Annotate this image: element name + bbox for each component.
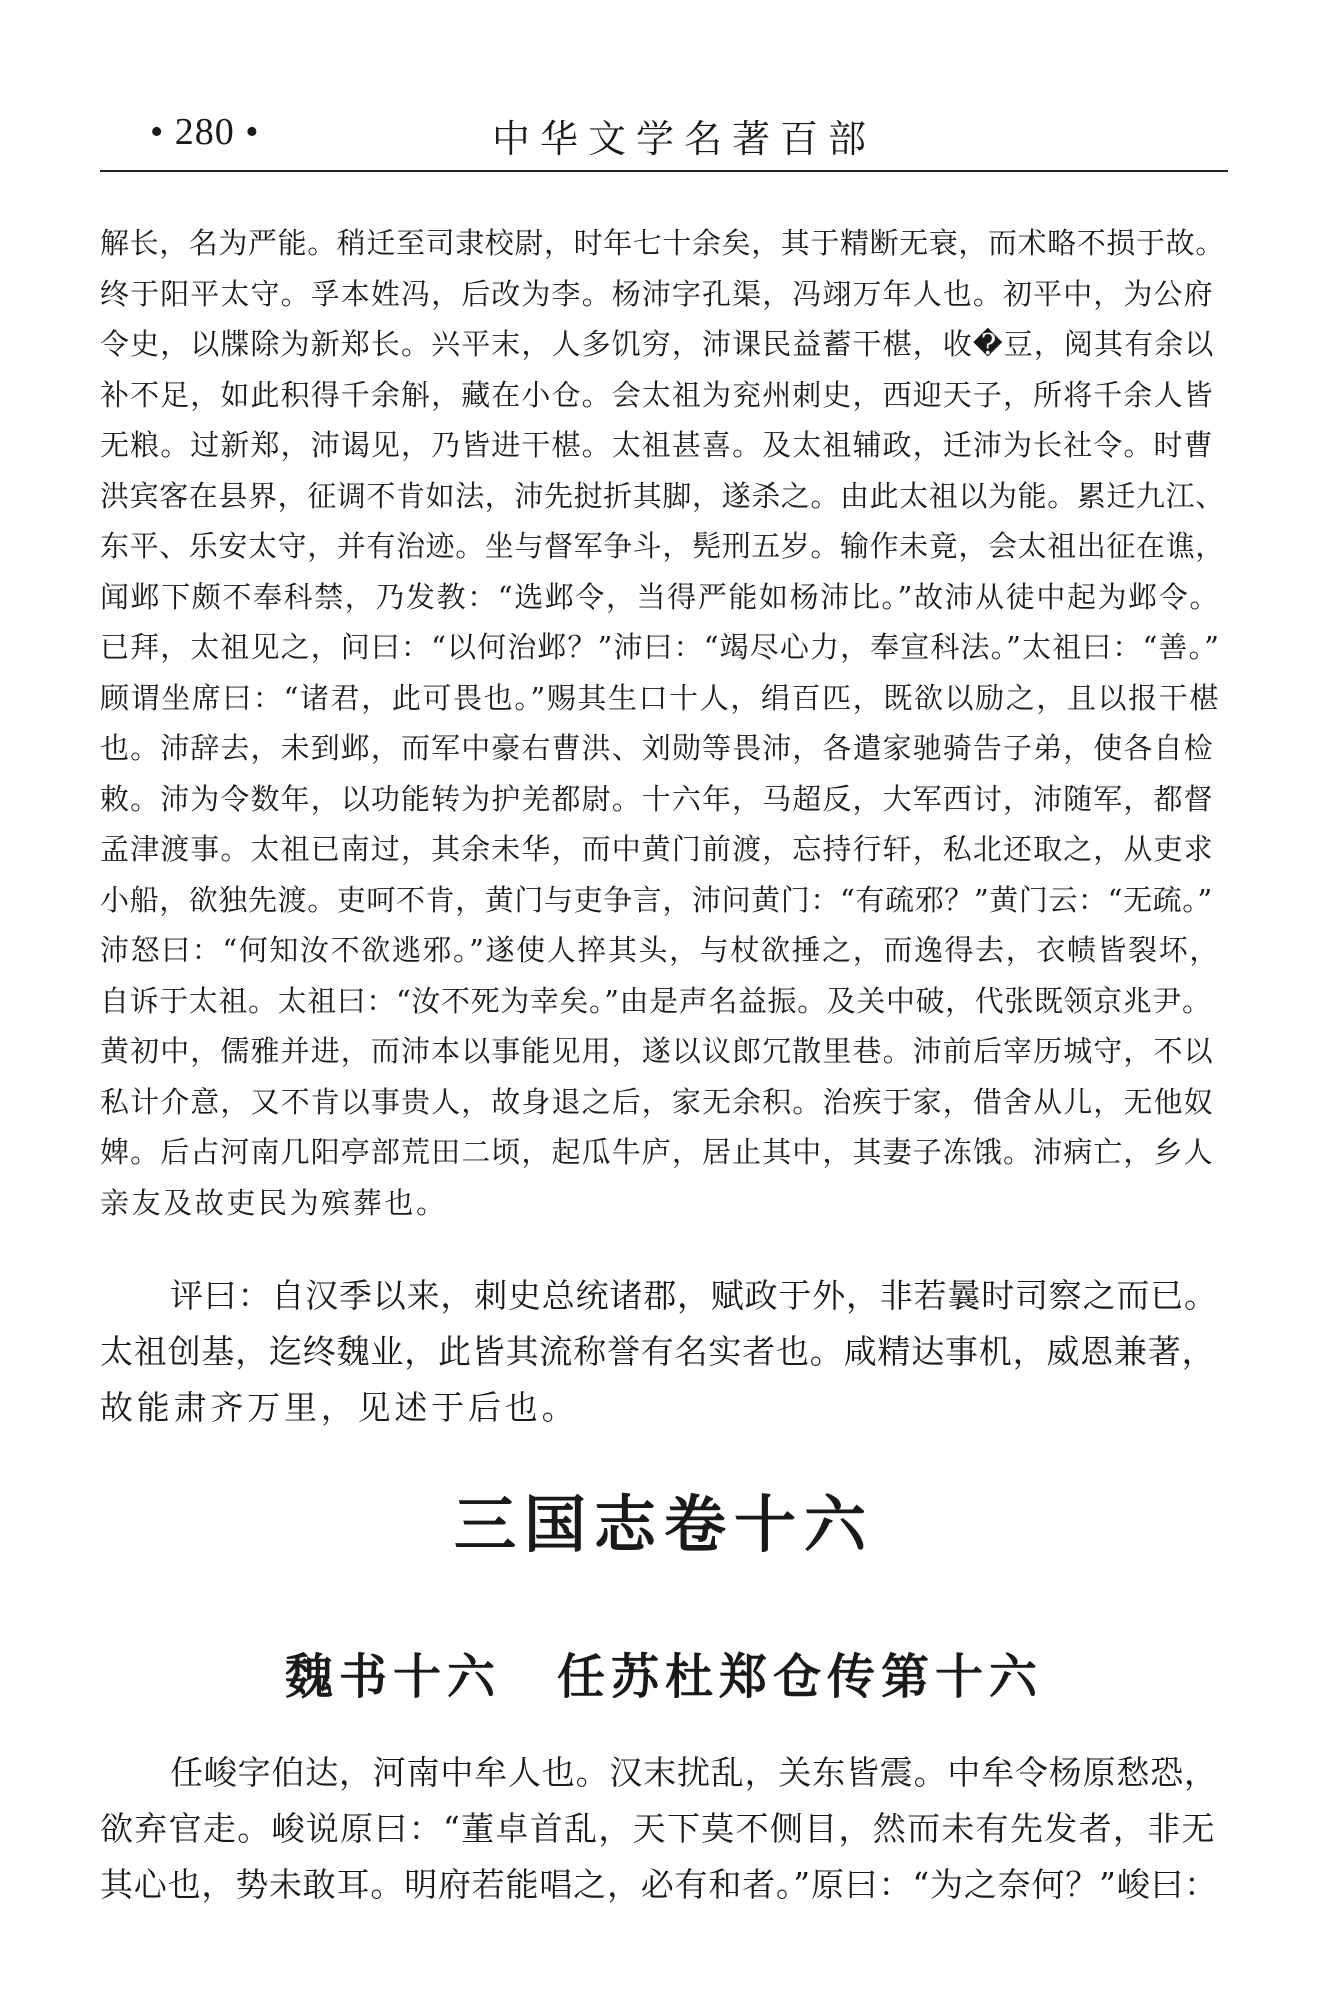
section-title bbox=[100, 1638, 1228, 1707]
commentary-line: 评曰：自汉季以来，刺史总统诸郡，赋政于外，非若曩时司察之而已。 bbox=[170, 1276, 1218, 1315]
page-header bbox=[100, 108, 1228, 161]
running-title: 中华文学名著百部 bbox=[491, 117, 876, 161]
ren-jun-biography-text bbox=[100, 1745, 1228, 1913]
text-line: 敕。沛为令数年，以功能转为护羌都尉。十六年，马超反，大军西讨，沛随军，都督 bbox=[100, 781, 1214, 816]
text-line: 已拜，太祖见之，问曰：“以何治邺？”沛曰：“竭尽心力，奉宣科法。”太祖曰：“善。” bbox=[100, 630, 1221, 664]
text-line: 亲友及故吏民为殡葬也。 bbox=[100, 1185, 448, 1220]
text-line: 孟津渡事。太祖已南过，其余未华，而中黄门前渡，忘持行轩，私北还取之，从吏求 bbox=[100, 832, 1214, 866]
text-line: 洪宾客在县界，征调不肯如法，沛先挝折其脚，遂杀之。由此太祖以为能。累迁九江、 bbox=[100, 478, 1225, 513]
text-line: 令史，以牒除为新郑长。兴平末，人多饥穷，沛课民益蓄干椹，收�豆，阅其有余以 bbox=[100, 327, 1215, 361]
volume-title: 三国志卷十六 bbox=[453, 1488, 874, 1561]
text-line: 解长，名为严能。稍迁至司隶校尉，时年七十余矣，其于精断无衰，而术略不损于故。 bbox=[100, 226, 1225, 260]
section-book: 魏书十六 bbox=[284, 1649, 501, 1705]
text-line: 自诉于太祖。太祖曰：“汝不死为幸矣。”由是声名益振。及关中破，代张既领京兆尹。 bbox=[100, 983, 1212, 1018]
text-line: 终于阳平太守。孚本姓冯，后改为李。杨沛字孔渠，冯翊万年人也。初平中，为公府 bbox=[100, 276, 1214, 311]
biography-line: 欲弃官走。峻说原曰：“董卓首乱，天下莫不侧目，然而未有先发者，非无 bbox=[100, 1809, 1216, 1848]
biography-line: 任峻字伯达，河南中牟人也。汉末扰乱，关东皆震。中牟令杨原愁恐， bbox=[170, 1753, 1218, 1792]
section-chapter: 任苏杜郑仓传第十六 bbox=[557, 1649, 1044, 1705]
text-line: 婢。后占河南几阳亭部荒田二顷，起瓜牛庐，居止其中，其妻子冻饿。沛病亡，乡人 bbox=[100, 1135, 1214, 1169]
text-line: 沛怒曰：“何知汝不欲逃邪。”遂使人捽其头，与杖欲捶之，而逸得去，衣帻皆裂坏， bbox=[100, 933, 1220, 967]
commentary-line: 太祖创基，迄终魏业，此皆其流称誉有名实者也。咸精达事机，威恩兼著， bbox=[100, 1332, 1216, 1371]
text-line: 顾谓坐席曰：“诸君，此可畏也。”赐其生口十人，绢百匹，既欲以励之，且以报干椹 bbox=[100, 680, 1220, 715]
text-line: 补不足，如此积得千余斛，藏在小仓。会太祖为兖州刺史，西迎天子，所将千余人皆 bbox=[100, 377, 1214, 412]
yang-pei-biography-text bbox=[100, 218, 1228, 1228]
text-line: 小船，欲独先渡。吏呵不肯，黄门与吏争言，沛问黄门：“有疏邪？”黄门云：“无疏。” bbox=[100, 882, 1213, 917]
page-number: • 280 • bbox=[150, 111, 260, 153]
text-line: 闻邺下颇不奉科禁，乃发教：“选邺令，当得严能如杨沛比。”故沛从徒中起为邺令。 bbox=[100, 579, 1220, 614]
text-line: 东平、乐安太守，并有治迹。坐与督军争斗，髡刑五岁。输作未竟，会太祖出征在谯， bbox=[100, 529, 1225, 563]
text-line: 私计介意，又不肯以事贵人，故身退之后，家无余积。治疾于家，借舍从儿，无他奴 bbox=[100, 1084, 1214, 1119]
text-line: 也。沛辞去，未到邺，而军中豪右曹洪、刘勋等畏沛，各遣家驰骑告子弟，使各自检 bbox=[100, 731, 1214, 765]
text-line: 黄初中，儒雅并进，而沛本以事能见用，遂以议郎冗散里巷。沛前后宰历城守，不以 bbox=[100, 1034, 1214, 1068]
commentary-paragraph bbox=[100, 1268, 1228, 1436]
book-page bbox=[100, 0, 1228, 1997]
text-line: 无粮。过新郑，沛谒见，乃皆进干椹。太祖甚喜。及太祖辅政，迁沛为长社令。时曹 bbox=[100, 428, 1214, 462]
biography-line: 其心也，势未敢耳。明府若能唱之，必有和者。”原曰：“为之奈何？”峻曰： bbox=[100, 1865, 1219, 1904]
header-rule bbox=[100, 170, 1228, 172]
commentary-line: 故能肃齐万里，见述于后也。 bbox=[100, 1388, 579, 1427]
